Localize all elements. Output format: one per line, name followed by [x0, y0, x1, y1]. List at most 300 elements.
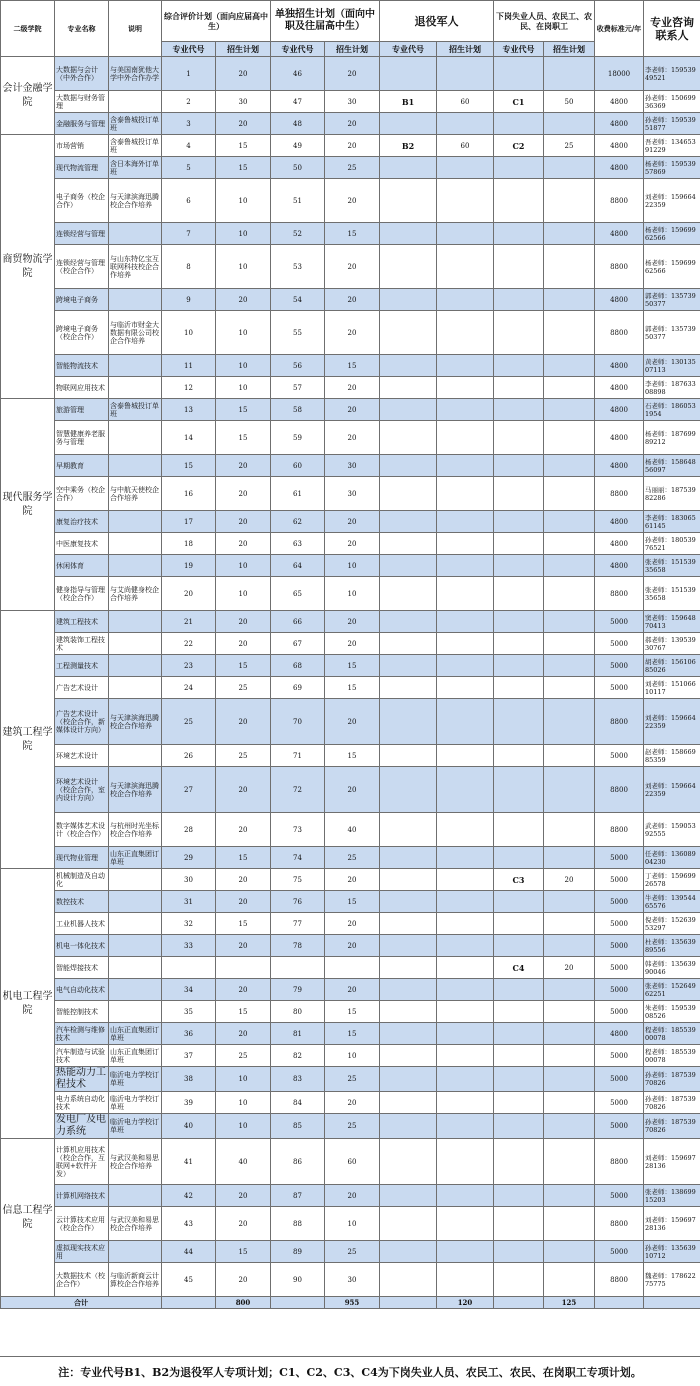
single-code: 77: [271, 913, 325, 935]
header-u-code: 专业代号: [494, 42, 544, 57]
single-code: 85: [271, 1114, 325, 1139]
major-name: 环境艺术设计: [55, 745, 109, 767]
veteran-quota: [437, 355, 494, 377]
veteran-quota: [437, 913, 494, 935]
contact-person: 李老师：18306561145: [644, 511, 700, 533]
table-row: [1, 421, 700, 455]
unemployed-quota: 20: [544, 869, 595, 891]
single-code: 56: [271, 355, 325, 377]
major-name: 智能控制技术: [55, 1001, 109, 1023]
unemployed-quota: [544, 555, 595, 577]
single-code: 82: [271, 1045, 325, 1067]
comprehensive-quota: 20: [216, 113, 271, 135]
unemployed-quota: [544, 477, 595, 511]
unemployed-quota: [544, 399, 595, 421]
contact-person: 魏老师：17862275775: [644, 1263, 700, 1297]
unemployed-quota: [544, 377, 595, 399]
unemployed-code: [494, 935, 544, 957]
fee: 8800: [595, 1207, 644, 1241]
veteran-code: [380, 1067, 437, 1092]
table-body: [1, 57, 700, 1297]
header-unemployed: 下岗失业人员、农民工、农民、在岗职工: [494, 1, 595, 42]
comprehensive-quota: 15: [216, 135, 271, 157]
header-s-quota: 招生计划: [325, 42, 380, 57]
veteran-quota: [437, 935, 494, 957]
table-row: [1, 913, 700, 935]
unemployed-quota: [544, 813, 595, 847]
fee: 8800: [595, 1139, 644, 1185]
major-note: 与武汉美和易思校企合作培养: [109, 1139, 162, 1185]
table-row: [1, 399, 700, 421]
fee: 5000: [595, 869, 644, 891]
comprehensive-code: 25: [162, 699, 216, 745]
table-row: [1, 245, 700, 289]
major-note: [109, 91, 162, 113]
single-quota: 20: [325, 311, 380, 355]
table-row: [1, 1067, 700, 1092]
single-quota: 25: [325, 157, 380, 179]
single-quota: 25: [325, 1241, 380, 1263]
contact-person: 赵老师：15866985359: [644, 745, 700, 767]
veteran-quota: [437, 577, 494, 611]
major-note: 与艾尚健身校企合作培养: [109, 577, 162, 611]
contact-person: 刘老师：15969728136: [644, 1139, 700, 1185]
contact-person: 孙老师：18753970826: [644, 1114, 700, 1139]
comprehensive-quota: 10: [216, 555, 271, 577]
veteran-quota: [437, 1114, 494, 1139]
major-note: 与天津滨海迅腾校企合作培养: [109, 179, 162, 223]
table-row: [1, 577, 700, 611]
comprehensive-code: 32: [162, 913, 216, 935]
major-name: 发电厂及电力系统: [55, 1114, 109, 1139]
comprehensive-code: 41: [162, 1139, 216, 1185]
unemployed-quota: [544, 1241, 595, 1263]
major-note: 与山东特亿宝互联网科技校企合作培养: [109, 245, 162, 289]
single-quota: 20: [325, 913, 380, 935]
unemployed-code: [494, 745, 544, 767]
unemployed-code: [494, 1207, 544, 1241]
contact-person: 郝老师：13953930767: [644, 633, 700, 655]
major-note: [109, 935, 162, 957]
fee: 4800: [595, 533, 644, 555]
veteran-quota: [437, 245, 494, 289]
single-quota: 20: [325, 979, 380, 1001]
unemployed-quota: [544, 745, 595, 767]
total-single: 955: [325, 1297, 380, 1309]
contact-person: 程老师：18553900078: [644, 1023, 700, 1045]
veteran-quota: [437, 611, 494, 633]
fee: 4800: [595, 555, 644, 577]
major-note: 与天津滨海迅腾校企合作培养: [109, 767, 162, 813]
major-note: 含泰鲁城投订单班: [109, 399, 162, 421]
major-name: 休闲体育: [55, 555, 109, 577]
major-note: [109, 677, 162, 699]
unemployed-quota: [544, 533, 595, 555]
unemployed-code: [494, 245, 544, 289]
veteran-quota: [437, 979, 494, 1001]
table-row: [1, 57, 700, 91]
single-code: 47: [271, 91, 325, 113]
table-row: [1, 1114, 700, 1139]
comprehensive-code: 12: [162, 377, 216, 399]
contact-person: 孙老师：18053976521: [644, 533, 700, 555]
major-note: 含日本海外订单班: [109, 157, 162, 179]
unemployed-code: [494, 399, 544, 421]
veteran-code: [380, 223, 437, 245]
table-row: [1, 311, 700, 355]
table-row: [1, 223, 700, 245]
single-code: 61: [271, 477, 325, 511]
veteran-code: [380, 555, 437, 577]
comprehensive-code: 2: [162, 91, 216, 113]
contact-person: 郭老师：13573950377: [644, 311, 700, 355]
total-v-code: [380, 1297, 437, 1309]
veteran-quota: [437, 421, 494, 455]
single-quota: 20: [325, 935, 380, 957]
table-row: [1, 935, 700, 957]
contact-person: 石老师：1860531954: [644, 399, 700, 421]
unemployed-quota: [544, 891, 595, 913]
unemployed-code: [494, 677, 544, 699]
table-row: [1, 355, 700, 377]
major-name: 连锁经营与管理: [55, 223, 109, 245]
major-name: 跨境电子商务: [55, 289, 109, 311]
fee: 4800: [595, 355, 644, 377]
veteran-code: [380, 377, 437, 399]
veteran-code: [380, 699, 437, 745]
veteran-quota: [437, 555, 494, 577]
veteran-code: [380, 1045, 437, 1067]
comprehensive-code: 13: [162, 399, 216, 421]
comprehensive-quota: 10: [216, 1114, 271, 1139]
fee: 8800: [595, 477, 644, 511]
table-row: [1, 891, 700, 913]
veteran-quota: [437, 1045, 494, 1067]
fee: 8800: [595, 699, 644, 745]
major-name: 虚拟现实技术应用: [55, 1241, 109, 1263]
unemployed-quota: [544, 1263, 595, 1297]
total-veteran: 120: [437, 1297, 494, 1309]
contact-person: 吾老师：13465391229: [644, 135, 700, 157]
veteran-code: [380, 1092, 437, 1114]
single-quota: 15: [325, 223, 380, 245]
veteran-code: [380, 57, 437, 91]
unemployed-quota: [544, 935, 595, 957]
comprehensive-code: 22: [162, 633, 216, 655]
total-contact: [644, 1297, 700, 1309]
unemployed-code: C1: [494, 91, 544, 113]
major-note: 与临沂市财金大数据有限公司校企合作培养: [109, 311, 162, 355]
single-quota: 20: [325, 421, 380, 455]
veteran-quota: [437, 1139, 494, 1185]
veteran-quota: [437, 179, 494, 223]
single-code: 78: [271, 935, 325, 957]
table-row: [1, 113, 700, 135]
single-quota: 10: [325, 1045, 380, 1067]
comprehensive-quota: 10: [216, 245, 271, 289]
unemployed-quota: [544, 421, 595, 455]
contact-person: 窦老师：15964870413: [644, 611, 700, 633]
major-note: 与杭州时光坐标校企合作培养: [109, 813, 162, 847]
unemployed-quota: 25: [544, 135, 595, 157]
veteran-code: [380, 477, 437, 511]
single-quota: 30: [325, 477, 380, 511]
contact-person: 倪老师：15263953297: [644, 913, 700, 935]
contact-person: 牛老师：13954465576: [644, 891, 700, 913]
table-row: [1, 677, 700, 699]
major-name: 大数据与财务管理: [55, 91, 109, 113]
major-name: 广告艺术设计: [55, 677, 109, 699]
veteran-code: [380, 311, 437, 355]
single-quota: 20: [325, 633, 380, 655]
single-quota: 25: [325, 847, 380, 869]
veteran-code: B1: [380, 91, 437, 113]
major-name: 计算机应用技术（校企合作，互联网+软件开发）: [55, 1139, 109, 1185]
total-row: [1, 1297, 700, 1309]
major-name: 数字媒体艺术设计（校企合作）: [55, 813, 109, 847]
veteran-code: [380, 1114, 437, 1139]
contact-person: 杨老师：15953957869: [644, 157, 700, 179]
major-note: [109, 979, 162, 1001]
header-c-quota: 招生计划: [216, 42, 271, 57]
major-name: 空中乘务（校企合作）: [55, 477, 109, 511]
veteran-code: [380, 813, 437, 847]
single-code: 59: [271, 421, 325, 455]
veteran-quota: [437, 1067, 494, 1092]
comprehensive-code: 17: [162, 511, 216, 533]
single-quota: 20: [325, 699, 380, 745]
single-quota: 25: [325, 1114, 380, 1139]
unemployed-code: [494, 421, 544, 455]
contact-person: 刘老师：15969728136: [644, 1207, 700, 1241]
unemployed-quota: [544, 979, 595, 1001]
veteran-quota: [437, 399, 494, 421]
comprehensive-quota: 20: [216, 979, 271, 1001]
header-v-quota: 招生计划: [437, 42, 494, 57]
major-note: 与中航天使校企合作培养: [109, 477, 162, 511]
major-note: [109, 533, 162, 555]
contact-person: 黄老师：13013507113: [644, 355, 700, 377]
veteran-code: [380, 869, 437, 891]
single-code: 67: [271, 633, 325, 655]
unemployed-quota: [544, 1001, 595, 1023]
unemployed-quota: [544, 311, 595, 355]
veteran-quota: [437, 289, 494, 311]
veteran-code: [380, 455, 437, 477]
unemployed-quota: [544, 113, 595, 135]
single-quota: 20: [325, 57, 380, 91]
comprehensive-code: 3: [162, 113, 216, 135]
table-row: [1, 455, 700, 477]
comprehensive-code: 29: [162, 847, 216, 869]
header-row-main: [1, 1, 700, 42]
veteran-quota: [437, 633, 494, 655]
comprehensive-quota: 20: [216, 1023, 271, 1045]
single-quota: 40: [325, 813, 380, 847]
contact-person: 刘老师：15106610117: [644, 677, 700, 699]
fee: 4800: [595, 511, 644, 533]
table-row: [1, 1045, 700, 1067]
single-code: 86: [271, 1139, 325, 1185]
total-fee: [595, 1297, 644, 1309]
unemployed-quota: [544, 611, 595, 633]
contact-person: 李老师：18763308898: [644, 377, 700, 399]
veteran-quota: [437, 477, 494, 511]
table-row: [1, 135, 700, 157]
contact-person: 孙老师：15953951877: [644, 113, 700, 135]
major-name: 健身指导与管理（校企合作）: [55, 577, 109, 611]
single-code: 58: [271, 399, 325, 421]
comprehensive-quota: 10: [216, 1067, 271, 1092]
comprehensive-quota: 25: [216, 1045, 271, 1067]
contact-person: 程老师：18553900078: [644, 1045, 700, 1067]
unemployed-quota: [544, 289, 595, 311]
fee: 5000: [595, 1067, 644, 1092]
single-quota: 20: [325, 179, 380, 223]
table-row: [1, 745, 700, 767]
major-note: [109, 355, 162, 377]
table-row: [1, 555, 700, 577]
major-note: [109, 1185, 162, 1207]
major-note: [109, 745, 162, 767]
veteran-quota: [437, 1263, 494, 1297]
table-row: [1, 1241, 700, 1263]
contact-person: 杨老师：15969962566: [644, 223, 700, 245]
contact-person: 张老师：13869915203: [644, 1185, 700, 1207]
comprehensive-quota: 10: [216, 311, 271, 355]
major-note: [109, 891, 162, 913]
fee: 4800: [595, 399, 644, 421]
fee: 5000: [595, 1045, 644, 1067]
single-code: 72: [271, 767, 325, 813]
comprehensive-quota: 20: [216, 935, 271, 957]
single-code: 68: [271, 655, 325, 677]
major-note: [109, 1001, 162, 1023]
comprehensive-quota: 20: [216, 891, 271, 913]
veteran-quota: [437, 869, 494, 891]
veteran-code: [380, 745, 437, 767]
fee: 8800: [595, 311, 644, 355]
major-name: 工业机器人技术: [55, 913, 109, 935]
fee: 8800: [595, 1263, 644, 1297]
header-major: 专业名称: [55, 1, 109, 57]
unemployed-code: [494, 913, 544, 935]
comprehensive-code: 4: [162, 135, 216, 157]
contact-person: 丁老师：15969926578: [644, 869, 700, 891]
comprehensive-code: 28: [162, 813, 216, 847]
single-code: 51: [271, 179, 325, 223]
comprehensive-code: 14: [162, 421, 216, 455]
contact-person: 胡老师：15610685026: [644, 655, 700, 677]
fee: 5000: [595, 655, 644, 677]
veteran-quota: [437, 1023, 494, 1045]
major-note: 临沂电力学校订单班: [109, 1067, 162, 1092]
unemployed-quota: [544, 511, 595, 533]
single-code: 84: [271, 1092, 325, 1114]
veteran-quota: [437, 455, 494, 477]
major-note: [109, 633, 162, 655]
comprehensive-quota: 20: [216, 1185, 271, 1207]
comprehensive-code: 20: [162, 577, 216, 611]
unemployed-quota: [544, 655, 595, 677]
single-code: 81: [271, 1023, 325, 1045]
major-note: 含泰鲁城投订单班: [109, 113, 162, 135]
fee: 5000: [595, 1114, 644, 1139]
college-name: 商贸物流学院: [1, 135, 55, 399]
unemployed-code: [494, 555, 544, 577]
unemployed-code: [494, 633, 544, 655]
unemployed-quota: [544, 223, 595, 245]
veteran-quota: [437, 1241, 494, 1263]
single-quota: 15: [325, 655, 380, 677]
unemployed-code: [494, 223, 544, 245]
major-name: 康复治疗技术: [55, 511, 109, 533]
single-code: 69: [271, 677, 325, 699]
contact-person: 任老师：13608904230: [644, 847, 700, 869]
comprehensive-code: 11: [162, 355, 216, 377]
major-name: 连锁经营与管理（校企合作）: [55, 245, 109, 289]
veteran-code: [380, 847, 437, 869]
fee: 4800: [595, 377, 644, 399]
major-name: 电子商务（校企合作）: [55, 179, 109, 223]
unemployed-code: [494, 113, 544, 135]
contact-person: 韩老师：13563990046: [644, 957, 700, 979]
veteran-quota: [437, 1185, 494, 1207]
single-quota: 15: [325, 891, 380, 913]
comprehensive-code: 40: [162, 1114, 216, 1139]
unemployed-quota: [544, 699, 595, 745]
single-quota: 10: [325, 555, 380, 577]
major-note: 临沂电力学校订单班: [109, 1114, 162, 1139]
major-name: 建筑工程技术: [55, 611, 109, 633]
comprehensive-code: 5: [162, 157, 216, 179]
comprehensive-code: 10: [162, 311, 216, 355]
unemployed-code: [494, 1263, 544, 1297]
major-name: 物联网应用技术: [55, 377, 109, 399]
comprehensive-code: 1: [162, 57, 216, 91]
veteran-quota: [437, 957, 494, 979]
major-note: [109, 957, 162, 979]
veteran-code: [380, 577, 437, 611]
single-code: 87: [271, 1185, 325, 1207]
single-code: 89: [271, 1241, 325, 1263]
unemployed-quota: [544, 1045, 595, 1067]
major-name: 建筑装饰工程技术: [55, 633, 109, 655]
fee: 4800: [595, 113, 644, 135]
unemployed-code: C2: [494, 135, 544, 157]
single-quota: 30: [325, 455, 380, 477]
major-note: 与天津滨海迅腾校企合作培养: [109, 699, 162, 745]
table-row: [1, 847, 700, 869]
comprehensive-quota: 10: [216, 223, 271, 245]
single-code: 75: [271, 869, 325, 891]
unemployed-code: [494, 1023, 544, 1045]
unemployed-code: [494, 455, 544, 477]
total-comprehensive: 800: [216, 1297, 271, 1309]
veteran-quota: [437, 533, 494, 555]
comprehensive-code: 31: [162, 891, 216, 913]
college-name: 机电工程学院: [1, 869, 55, 1139]
single-quota: 20: [325, 869, 380, 891]
contact-person: 杜老师：13563989556: [644, 935, 700, 957]
single-quota: 20: [325, 1092, 380, 1114]
major-name: 现代物业管理: [55, 847, 109, 869]
unemployed-code: [494, 311, 544, 355]
unemployed-quota: [544, 1207, 595, 1241]
comprehensive-code: 35: [162, 1001, 216, 1023]
major-note: [109, 913, 162, 935]
unemployed-quota: [544, 577, 595, 611]
